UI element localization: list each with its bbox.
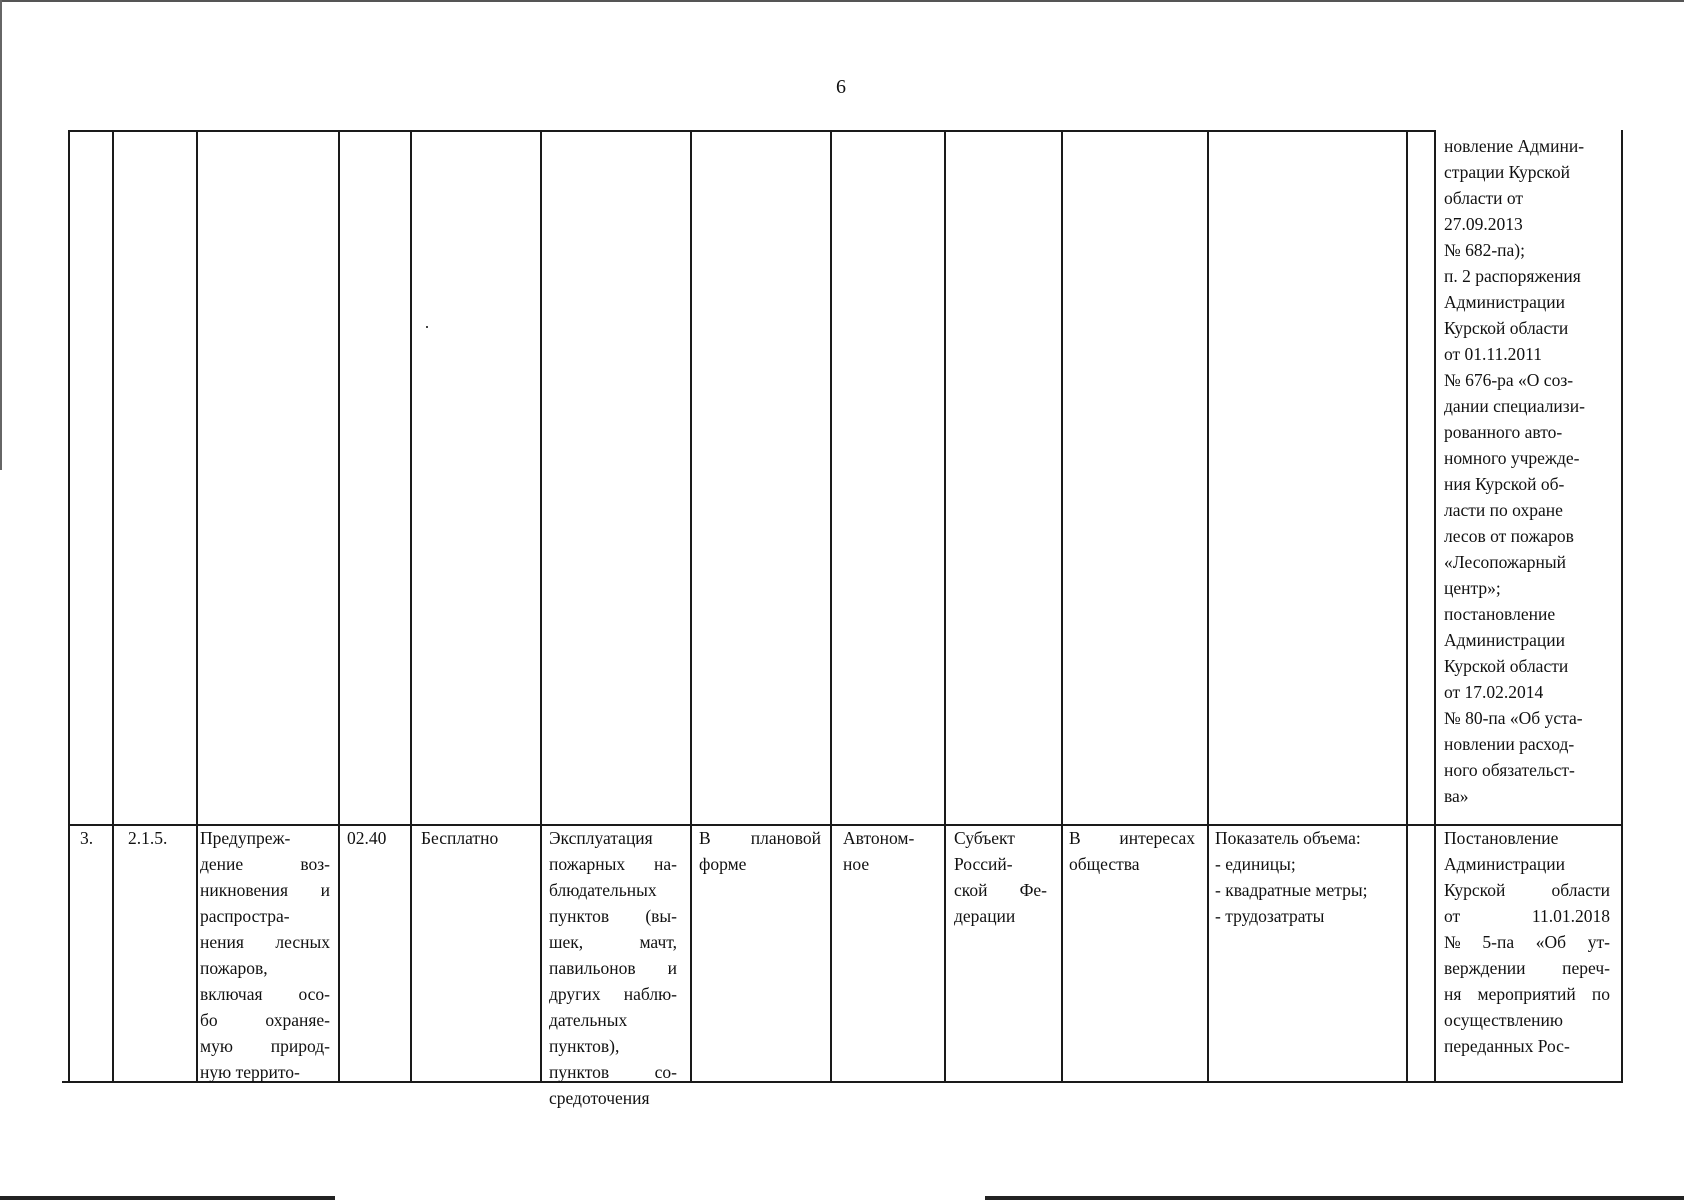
cell-line: пунктов), — [549, 1036, 620, 1056]
service-content — [549, 825, 677, 1111]
cell-line: Курской области — [1444, 656, 1569, 676]
cell-line: Россий- — [954, 854, 1013, 874]
continued-legal-basis — [1444, 133, 1585, 809]
table-rule — [1406, 130, 1408, 1083]
cell-line: ния Курской об- — [1444, 474, 1565, 494]
cell-line: области от — [1444, 188, 1524, 208]
cell-line: Постановление — [1444, 828, 1559, 848]
cell-line: форме — [699, 854, 747, 874]
cell-line: Курской области — [1444, 880, 1610, 900]
cell-line: Автоном- — [843, 828, 915, 848]
cell-line: дательных — [549, 1010, 628, 1030]
cell-line: других наблю- — [549, 984, 677, 1004]
cell-line: Администрации — [1444, 630, 1565, 650]
cell-line: павильонов и — [549, 958, 677, 978]
cell-line: п. 2 распоряжения — [1444, 266, 1581, 286]
cell-line: ня мероприятий по — [1444, 984, 1610, 1004]
cell-line: новление Админи- — [1444, 136, 1585, 156]
cell-line: Курской области — [1444, 318, 1569, 338]
cell-line: от 11.01.2018 — [1444, 906, 1610, 926]
table-rule — [196, 130, 198, 1083]
cell-line: распростра- — [200, 906, 290, 926]
cell-line: В плановой — [699, 828, 821, 848]
cell-line: постановление — [1444, 604, 1556, 624]
okved-code: 02.40 — [347, 828, 387, 848]
cell-line: включая осо- — [200, 984, 330, 1004]
cell-line: бо охраняе- — [200, 1010, 330, 1030]
cell-line: пожарных на- — [549, 854, 677, 874]
table-rule — [1061, 130, 1063, 1083]
cell-line: ва» — [1444, 786, 1469, 806]
payment-type: Бесплатно — [421, 828, 499, 848]
cell-line: центр»; — [1444, 578, 1501, 598]
scan-speck — [426, 326, 428, 328]
cell-line: - единицы; — [1215, 854, 1296, 874]
cell-line: средоточения — [549, 1088, 650, 1108]
table-rule — [944, 130, 946, 1083]
table-rule — [68, 130, 70, 1083]
table-rule — [338, 130, 340, 1083]
cell-line: никновения и — [200, 880, 330, 900]
table-rule — [830, 130, 832, 1083]
interest — [1069, 825, 1195, 877]
table-rule — [410, 130, 412, 1083]
row-code: 2.1.5. — [128, 828, 168, 848]
cell-line: ного обязательст- — [1444, 760, 1575, 780]
cell-line: общества — [1069, 854, 1140, 874]
table-rule — [1434, 130, 1436, 1083]
cell-line: В интересах — [1069, 828, 1195, 848]
owner — [954, 825, 1047, 929]
table-rule — [690, 130, 692, 1083]
cell-line: Администрации — [1444, 854, 1565, 874]
table-rule — [540, 130, 542, 1083]
cell-line: № 5-па «Об ут- — [1444, 932, 1610, 952]
cell-line: ную террито- — [200, 1062, 300, 1082]
cell-line: рованного авто- — [1444, 422, 1563, 442]
cell-line: от 01.11.2011 — [1444, 344, 1542, 364]
cell-line: мую природ- — [200, 1036, 330, 1056]
service-name — [200, 825, 330, 1085]
cell-line: ное — [843, 854, 870, 874]
legal-basis — [1444, 825, 1610, 1059]
cell-line: верждении переч- — [1444, 958, 1610, 978]
cell-line: - квадратные метры; — [1215, 880, 1368, 900]
cell-line: переданных Рос- — [1444, 1036, 1570, 1056]
cell-line: осуществлению — [1444, 1010, 1563, 1030]
cell-line: Эксплуатация — [549, 828, 653, 848]
cell-line: лесов от пожаров — [1444, 526, 1574, 546]
scan-edge-bottom-left — [0, 1196, 335, 1200]
scan-edge-top — [0, 0, 1684, 2]
indicators — [1215, 825, 1367, 929]
table-rule — [1621, 130, 1623, 1083]
cell-line: 27.09.2013 — [1444, 214, 1523, 234]
cell-line: от 17.02.2014 — [1444, 682, 1544, 702]
cell-line: Предупреж- — [200, 828, 291, 848]
cell-line: дение воз- — [200, 854, 330, 874]
table-rule — [112, 130, 114, 1083]
cell-line: Администрации — [1444, 292, 1565, 312]
cell-line: блюдательных — [549, 880, 657, 900]
scan-edge-left — [0, 0, 2, 470]
cell-line: Субъект — [954, 828, 1015, 848]
table-rule — [1207, 130, 1209, 1083]
cell-line: ласти по охране — [1444, 500, 1563, 520]
cell-line: пунктов (вы- — [549, 906, 677, 926]
service-type — [843, 825, 914, 877]
cell-line: пожаров, — [200, 958, 268, 978]
cell-line: - трудозатраты — [1215, 906, 1325, 926]
cell-line: дании специализи- — [1444, 396, 1585, 416]
cell-line: дерации — [954, 906, 1016, 926]
scan-edge-bottom-right — [985, 1196, 1684, 1200]
cell-line: новлении расход- — [1444, 734, 1575, 754]
cell-line: «Лесопожарный — [1444, 552, 1566, 572]
cell-line: шек, мачт, — [549, 932, 677, 952]
cell-line: № 80-па «Об уста- — [1444, 708, 1583, 728]
cell-line: ской Фе- — [954, 880, 1047, 900]
cell-line: Показатель объема: — [1215, 828, 1361, 848]
page-number: 6 — [836, 76, 846, 98]
cell-line: № 682-па); — [1444, 240, 1525, 260]
cell-line: № 676-ра «О соз- — [1444, 370, 1574, 390]
row-number: 3. — [80, 828, 94, 848]
cell-line: пунктов со- — [549, 1062, 677, 1082]
service-form — [699, 825, 821, 877]
cell-line: номного учрежде- — [1444, 448, 1580, 468]
cell-line: нения лесных — [200, 932, 330, 952]
cell-line: страции Курской — [1444, 162, 1570, 182]
table-rule — [68, 130, 1434, 132]
